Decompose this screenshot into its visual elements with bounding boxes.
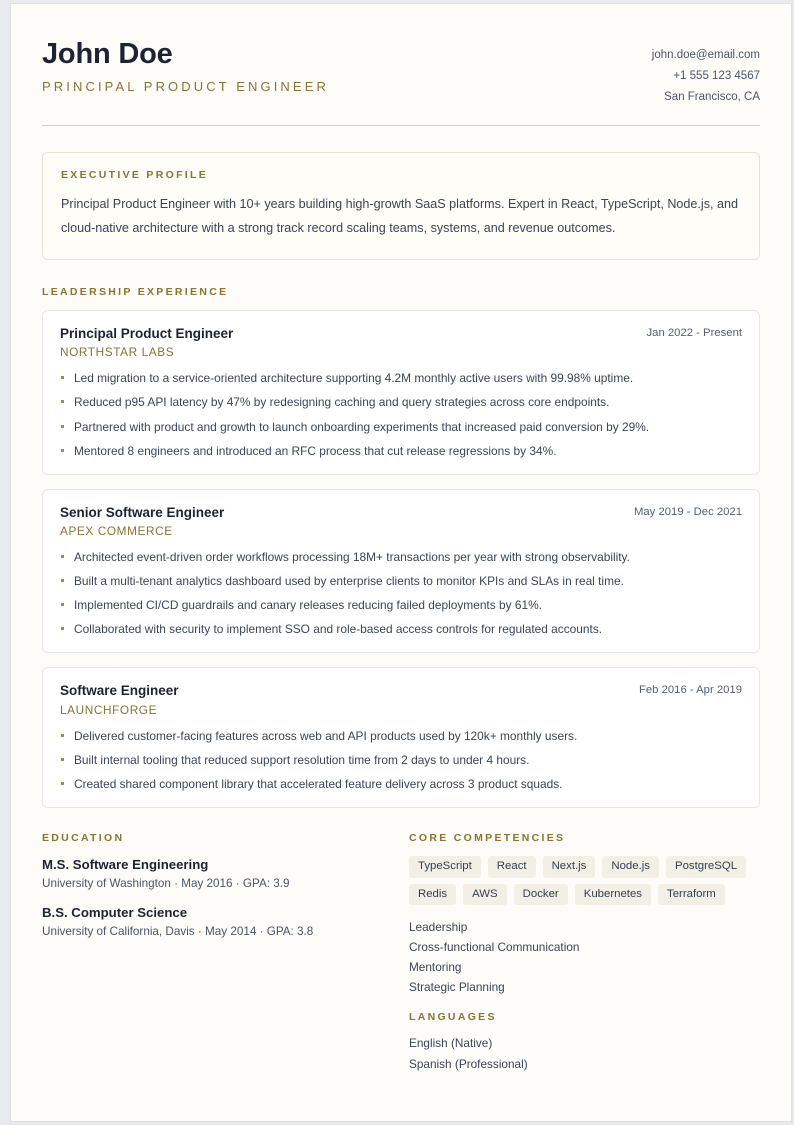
experience-title: Software Engineer: [60, 683, 179, 699]
executive-profile-heading: EXECUTIVE PROFILE: [61, 168, 209, 181]
experience-bullet: Created shared component library that accelerated feature delivery across 3 product squads.: [60, 776, 742, 792]
lower-columns: [42, 826, 760, 1073]
education-column: [42, 826, 409, 1073]
experience-bullets: [60, 728, 742, 792]
skill-chip[interactable]: Kubernetes: [575, 884, 651, 906]
education-item: [42, 856, 409, 890]
experience-bullets: [60, 370, 742, 458]
education-meta: University of California, Davis · May 2014 · GPA: 3.8: [42, 924, 314, 938]
experience-bullet: Mentored 8 engineers and introduced an RFC process that cut release regressions by 34%.: [60, 443, 742, 459]
experience-dates: May 2019 - Dec 2021: [633, 505, 742, 518]
executive-profile-text: Principal Product Engineer with 10+ years building high-growth SaaS platforms. Expert in React, TypeScript, Node.js, and cloud-native architecture with a strong track record scaling teams, systems, and revenue outcomes.: [61, 196, 739, 236]
candidate-role: PRINCIPAL PRODUCT ENGINEER: [42, 79, 329, 95]
experience-card: [42, 489, 760, 654]
language-item: Spanish (Professional): [408, 1056, 528, 1071]
experience-bullet: Built a multi-tenant analytics dashboard used by enterprise clients to monitor KPIs and SLAs in real time.: [60, 573, 742, 589]
experience-bullet: Partnered with product and growth to launch onboarding experiments that increased paid conversion by 29%.: [60, 419, 742, 435]
experience-title: Principal Product Engineer: [60, 325, 234, 341]
experience-card: [42, 310, 760, 475]
education-degree: B.S. Computer Science: [42, 905, 188, 920]
education-section-heading: EDUCATION: [42, 832, 125, 845]
soft-skill-item: Leadership: [408, 920, 468, 935]
competencies-section-heading: CORE COMPETENCIES: [408, 832, 566, 845]
skill-chip-group: [409, 856, 760, 905]
experience-bullet: Collaborated with security to implement SSO and role-based access controls for regulated accounts.: [60, 621, 742, 637]
executive-profile-panel: [42, 152, 760, 260]
experience-company: NORTHSTAR LABS: [60, 345, 175, 360]
contact-block: [652, 38, 760, 108]
education-item: [42, 904, 409, 938]
experience-bullet: Delivered customer-facing features across web and API products used by 120k+ monthly users.: [60, 728, 742, 744]
experience-section-heading: LEADERSHIP EXPERIENCE: [42, 285, 229, 298]
experience-bullet: Architected event-driven order workflows processing 18M+ transactions per year with strong observability.: [60, 549, 742, 565]
skill-chip[interactable]: Node.js: [602, 856, 659, 878]
experience-company: APEX COMMERCE: [60, 524, 173, 539]
resume-header: [42, 38, 760, 108]
skill-chip[interactable]: Next.js: [543, 856, 596, 878]
education-meta: University of Washington · May 2016 · GPA: 3.9: [42, 877, 290, 890]
skill-chip[interactable]: React: [488, 856, 536, 878]
languages-section-heading: LANGUAGES: [408, 1011, 497, 1024]
soft-skill-item: Strategic Planning: [408, 980, 505, 995]
candidate-name: John Doe: [42, 38, 173, 70]
experience-bullet: Built internal tooling that reduced support resolution time from 2 days to under 4 hours.: [60, 752, 742, 768]
experience-bullet: Implemented CI/CD guardrails and canary releases reducing failed deployments by 61%.: [60, 597, 742, 613]
skill-chip[interactable]: Terraform: [658, 884, 725, 906]
experience-bullets: [60, 549, 742, 637]
skill-chip[interactable]: TypeScript: [409, 856, 481, 878]
experience-card: [42, 667, 760, 808]
language-list: [409, 1033, 760, 1073]
experience-dates: Jan 2022 - Present: [646, 326, 742, 339]
soft-skill-list: [409, 917, 760, 997]
contact-location: San Francisco, CA: [664, 90, 760, 103]
education-degree: M.S. Software Engineering: [42, 857, 209, 873]
experience-card-header: [60, 325, 742, 343]
contact-email[interactable]: john.doe@email.com: [651, 49, 760, 61]
experience-card-header: [60, 682, 742, 700]
soft-skill-item: Mentoring: [408, 960, 462, 975]
experience-bullet: Reduced p95 API latency by 47% by redesigning caching and query strategies across core endpoints.: [60, 394, 742, 410]
header-divider: [42, 125, 760, 126]
experience-title: Senior Software Engineer: [60, 504, 225, 520]
contact-phone[interactable]: +1 555 123 4567: [673, 69, 760, 82]
resume-page: [10, 3, 792, 1122]
language-item: English (Native): [408, 1036, 493, 1051]
competencies-column: [409, 826, 760, 1073]
skill-chip[interactable]: Redis: [409, 884, 456, 906]
skill-chip[interactable]: PostgreSQL: [666, 856, 746, 878]
experience-dates: Feb 2016 - Apr 2019: [638, 684, 742, 697]
soft-skill-item: Cross-functional Communication: [408, 940, 580, 955]
experience-bullet: Led migration to a service-oriented architecture supporting 4.2M monthly active users with 99.98% uptime.: [60, 370, 742, 386]
experience-company: LAUNCHFORGE: [60, 703, 158, 717]
skill-chip[interactable]: Docker: [514, 884, 568, 906]
experience-card-header: [60, 504, 742, 522]
identity-block: [42, 38, 329, 94]
skill-chip[interactable]: AWS: [463, 884, 507, 906]
